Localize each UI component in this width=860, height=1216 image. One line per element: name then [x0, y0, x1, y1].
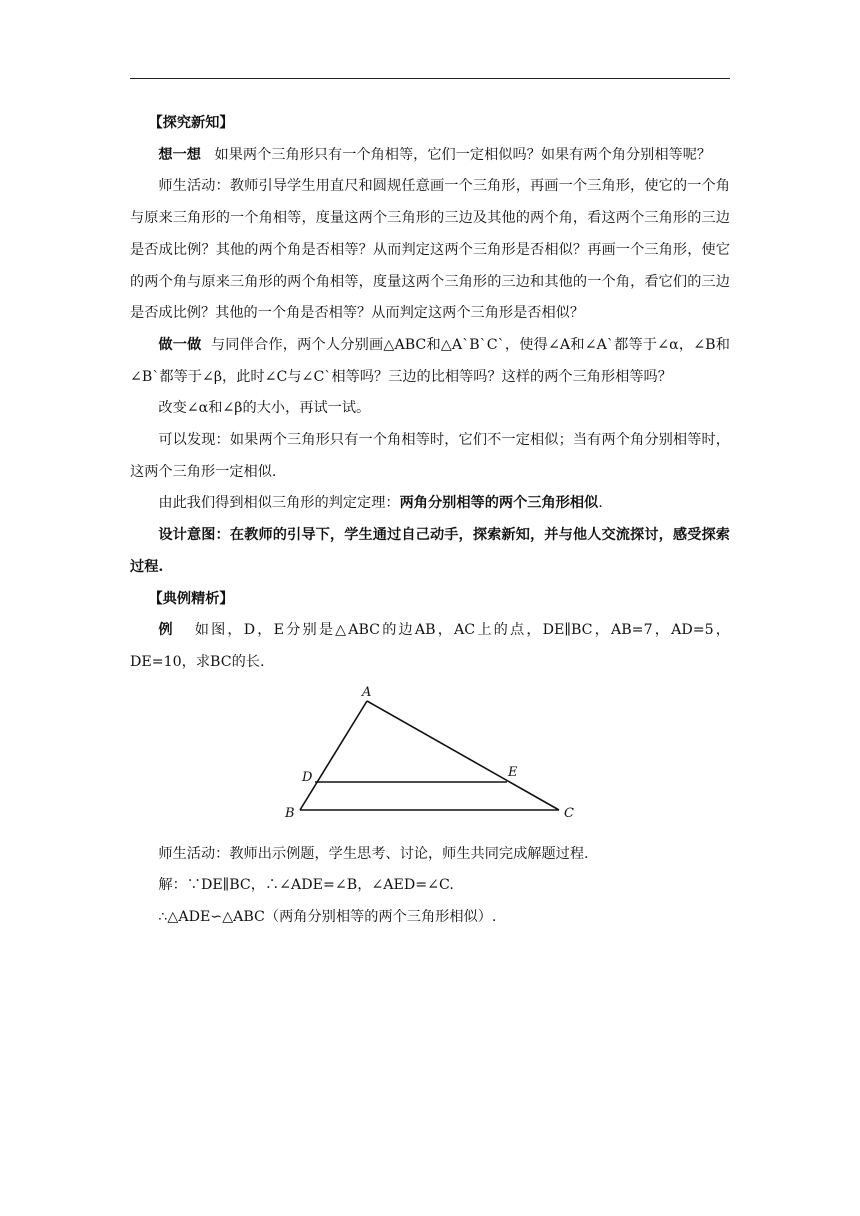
discover-paragraph: 可以发现：如果两个三角形只有一个角相等时，它们不一定相似；当有两个角分别相等时，这两个三角形一定相似.: [130, 432, 730, 480]
solution-line-1: 解：∵DE∥BC，∴∠ADE=∠B，∠AED=∠C.: [158, 877, 454, 894]
design-intent-paragraph: 设计意图：在教师的引导下，学生通过自己动手，探索新知，并与他人交流探讨，感受探索过程.: [130, 527, 730, 575]
do-label: 做一做: [158, 336, 202, 353]
theorem-paragraph: [130, 488, 730, 520]
label-d: D: [302, 769, 313, 785]
think-text: 如果两个三角形只有一个角相等，它们一定相似吗？如果有两个角分别相等呢？: [214, 146, 712, 163]
label-b: B: [285, 805, 295, 821]
do-text: 与同伴合作，两个人分别画△ABC和△A`B`C`，使得∠A和∠A`都等于∠α，∠B和∠B`都等于∠β，此时∠C与∠C`相等吗？三边的比相等吗？这样的两个三角形相等吗？: [130, 336, 730, 385]
header-rule: [130, 78, 730, 79]
change-paragraph: 改变∠α和∠β的大小，再试一试。: [158, 400, 371, 417]
example-paragraph: [130, 615, 730, 678]
label-a: A: [362, 684, 372, 700]
section-heading-explore: 【探究新知】: [148, 115, 234, 131]
triangle-figure: [130, 683, 730, 833]
theorem-bold: 两角分别相等的两个三角形相似: [399, 495, 599, 512]
do-paragraph: [130, 330, 730, 393]
example-text: 如图，D，E分别是△ABC的边AB，AC上的点，DE∥BC，AB=7，AD=5，DE=10，求BC的长.: [130, 622, 730, 670]
activity-paragraph-1: 师生活动：教师引导学生用直尺和圆规任意画一个三角形，再画一个三角形，使它的一个角与原来三角形的一个角相等，度量这两个三角形的三边及其他的两个角，看这两个三角形的三边是否成比例？其他的两个角是否相等？从而判定这两个三角形是否相似？再画一个三角形，使它的两个角与原来三角形的两个角相等，度量这两个三角形的三边和其他的一个角，看它们的三边是否成比例？其他的一个角是否相等？从而判定这两个三角形是否相似？: [130, 178, 730, 322]
side-ac: [367, 701, 559, 810]
label-e: E: [508, 764, 518, 780]
example-label: 例: [158, 622, 175, 639]
solution-line-2: ∴△ADE∽△ABC（两角分别相等的两个三角形相似）.: [158, 909, 497, 926]
label-c: C: [564, 805, 574, 821]
think-paragraph: [130, 140, 730, 172]
think-label: 想一想: [158, 146, 201, 163]
section-heading-example: 【典例精析】: [148, 590, 234, 607]
triangle-diagram: [280, 683, 590, 833]
activity-paragraph-2: 师生活动：教师出示例题，学生思考、讨论，师生共同完成解题过程.: [158, 845, 589, 862]
side-ab: [300, 701, 367, 810]
theorem-prefix: 由此我们得到相似三角形的判定定理：: [158, 495, 400, 512]
theorem-suffix: .: [598, 495, 603, 512]
document-body: [130, 108, 730, 934]
